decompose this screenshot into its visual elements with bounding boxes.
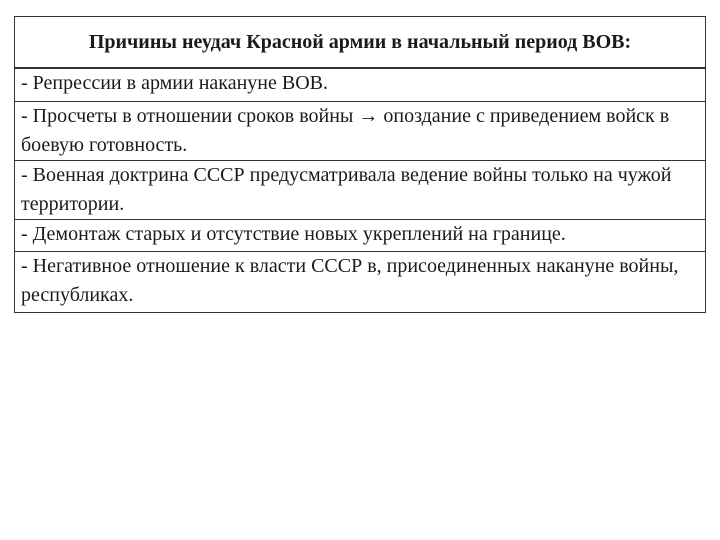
cause-fortifications: - Демонтаж старых и отсутствие новых укреплений на границе. xyxy=(15,220,706,252)
cause-repressions: - Репрессии в армии накануне ВОВ. xyxy=(15,68,706,102)
table-row xyxy=(15,102,706,161)
table-title: Причины неудач Красной армии в начальный период ВОВ: xyxy=(15,17,706,69)
table-row xyxy=(15,68,706,102)
table-row xyxy=(15,252,706,313)
causes-table xyxy=(14,16,706,313)
table-header-row xyxy=(15,17,706,69)
cause-negative-attitude: - Негативное отношение к власти СССР в, присоединенных накануне войны, республиках. xyxy=(15,252,706,313)
table-row xyxy=(15,161,706,220)
cause-military-doctrine: - Военная доктрина СССР предусматривала ведение войны только на чужой территории. xyxy=(15,161,706,220)
table-row xyxy=(15,220,706,252)
cause-miscalculations: - Просчеты в отношении сроков войны → опоздание с приведением войск в боевую готовность. xyxy=(15,102,706,161)
